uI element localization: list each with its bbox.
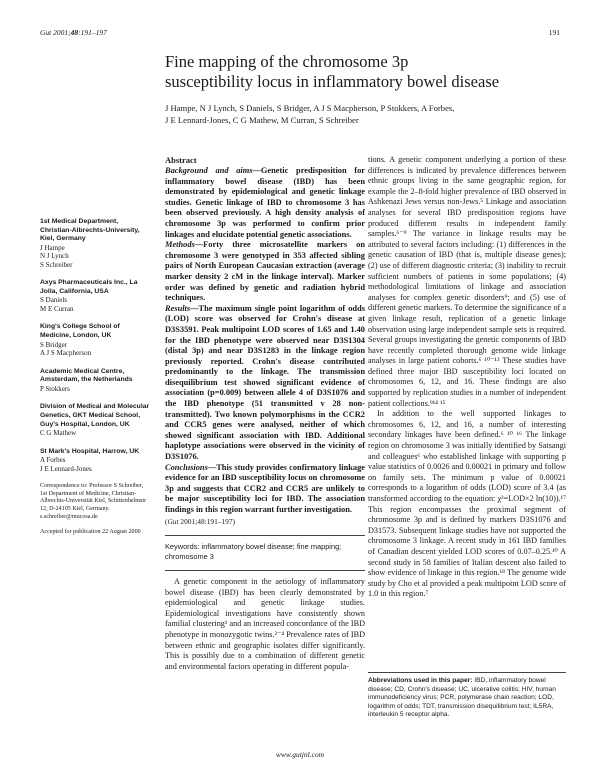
divider (368, 672, 566, 673)
affiliation: 1st Medical Department, Christian-Albrechts-University, Kiel, Germany J Hampe N J Lynch S Schreiber (40, 218, 140, 269)
keywords: Keywords: inflammatory bowel disease; fine mapping; chromosome 3 (165, 542, 342, 561)
affiliation: Division of Medical and Molecular Genetics, GKT Medical School, Guy's Hospital, London, UK C G Mathew (40, 403, 150, 438)
intro-paragraph: A genetic component in the aetiology of inflammatory bowel disease (IBD) has been clearly demonstrated by epidemiological and genetic linkage studies. Epidemiological investigations have consistently shown familial clustering¹ and an increased concordance of the IBD phenotype in monozygotic twins.²⁻⁴ Prevalence rates of IBD between ethnic and geographic isolates differ significantly. This is possibly due to a combination of different genetic and environmental factors operating in different popula- (165, 577, 365, 671)
correspondence: Correspondence to: Professor S Schreiber, 1st Department of Medicine, Christian-Albrechts-Universität Kiel, Schittenhelmstr 12, D-24105 Kiel, Germany. s.schreiber@mucosa.de (40, 483, 147, 520)
abstract-column (165, 155, 365, 672)
running-header-citation: Gut 2001;48:191–197 (40, 28, 107, 37)
abstract-background: Background and aims—Genetic predisposition for inflammatory bowel disease (IBD) has been demonstrated by epidemiological and genetic linkage studies. Genetic linkage of IBD to chromosome 3 has been observed previously. A high density analysis of chromosome 3p was performed to confirm prior linkages and elucidate potential genetic associations. (165, 166, 365, 239)
accepted-date: Accepted for publication 22 August 2000 (40, 529, 141, 536)
abstract-citation: (Gut 2001;48:191–197) (165, 516, 236, 526)
paper-title: Fine mapping of the chromosome 3p susceptibility locus in inflammatory bowel disease (165, 52, 500, 91)
abstract-results: Results—The maximum single point logarithm of odds (LOD) score was observed for Crohn's disease at D3S3591. Peak multipoint LOD scores of 1.65 and 1.40 for the IBD phenotype were observed near D3S1304 (distal 3p) and near D3S1283 in the linkage region previously reported. Crohn's disease contributed predominantly to the linkage. The transmission disequilibrium test showed significant evidence of association (p=0.009) between allele 4 of D3S1076 and the IBD phenotype (51 transmitted v 28 non-transmitted). Two known polymorphisms in the CCR2 and CCR5 genes were analysed, neither of which showed significant association with IBD. Additional haplotype associations were observed in the vicinity of D3S1076. (165, 303, 365, 462)
abbreviations-box: Abbreviations used in this paper: IBD, inflammatory bowel disease; CD, Crohn's disease; UC, ulcerative colitis; HIV, human immunodeficiency virus; PCR, polymerase chain reaction; LOD, logarithm of odds; TDT, transmission disequilibrium test; IL5RA, interleukin 5 receptor alpha. (368, 672, 566, 720)
divider (165, 535, 365, 536)
affiliation: Axys Pharmaceuticals Inc., La Jolla, California, USA S Daniels M E Curran (40, 279, 138, 313)
abstract-heading: Abstract (165, 155, 197, 165)
divider (165, 570, 365, 571)
abstract-conclusions: Conclusions—This study provides confirmatory linkage evidence for an IBD susceptibility locus on chromosome 3p and suggests that CCR2 and CCR5 are unlikely to be major susceptibility loci for IBD. The association findings in this region warrant further investigation. (165, 462, 365, 514)
affiliation: St Mark's Hospital, Harrow, UK A Forbes J E Lennard-Jones (40, 447, 140, 473)
affiliations-column (40, 218, 150, 537)
author-list: J Hampe, N J Lynch, S Daniels, S Bridger, A J S Macpherson, P Stokkers, A Forbes, J E Lennard-Jones, C G Mathew, M Curran, S Schreiber (165, 103, 455, 125)
abstract-methods: Methods—Forty three microsatellite markers on chromosome 3 were genotyped in 353 affected sibling pairs of North European Caucasian extraction (average marker density 2 cM in the linkage interval). Marker order was defined by genetic and radiation hybrid techniques. (165, 240, 365, 303)
journal-url: www.gutjnl.com (275, 750, 325, 759)
affiliation: King's College School of Medicine, London, UK S Bridger A J S Macpherson (40, 323, 120, 358)
affiliation: Academic Medical Centre, Amsterdam, the Netherlands P Stokkers (40, 367, 133, 393)
body-paragraph: tions. A genetic component underlying a portion of these differences is indicated by prevalence differences between ethnic groups living in the same geographic region, for example the 2–8-fold higher prevalence of IBD observed in Ashkenazi Jews versus non-Jews.⁵ Linkage and association analyses for several IBD predisposition regions have produced different results in independent family samples.⁶⁻⁹ The variance in linkage results may be attributed to several factors including: (1) differences in the genetic causation of IBD (that is, multiple disease genes); (2) use of different diagnostic criteria; (3) inability to recruit sufficient numbers of patients in some populations; (4) methodological limitations of linkage and association analyses for complex genetic disorders⁹; and (5) use of different genetic markers. To determine the significance of a given linkage result, replication of a genetic linkage observation using large independent sample sets is required. Several groups investigating the genetic components of IBD have recently completed thorough genome wide linkage analyses in large patient cohorts.⁶ ¹⁰⁻¹³ These studies have defined three major IBD susceptibility loci located on chromosomes 6, 12, and 16. These findings are also supported by replication studies in a number of independent patient collections.⁹¹⁴ ¹⁵ (368, 155, 566, 408)
page-number: 191 (548, 28, 560, 37)
body-paragraph: In addition to the well supported linkages to chromosomes 6, 12, and 16, a number of interesting secondary linkages have been defined.⁶ ¹⁰ ¹⁶ The linkage region on chromosome 3 was initially identified by Satsangi and colleagues⁶ who established linkage with supporting p value statistics of 0.0026 and 0.00021 in primary and follow on family sets. The minimum p value of 0.00021 corresponds to a logarithm of odds (LOD) score of 3.4 (as transformed according to the equation: χ²=LOD×2 ln(10)).¹⁷ This region encompasses the proximal segment of chromosome 3p and is defined by markers D3S1076 and D31573. Subsequent linkage studies have not supported the chromosome 3 linkage. A recent study in 161 IBD families of Canadian descent yielded LOD scores of 0.07–0.25.¹⁰ A second study in 58 families of Italian descent also failed to show evidence of linkage in this region.¹⁸ The genome wide study by Cho et al provided a peak multipoint LOD score of 1.0 in this region.⁷ (368, 409, 566, 599)
body-column (368, 155, 566, 600)
